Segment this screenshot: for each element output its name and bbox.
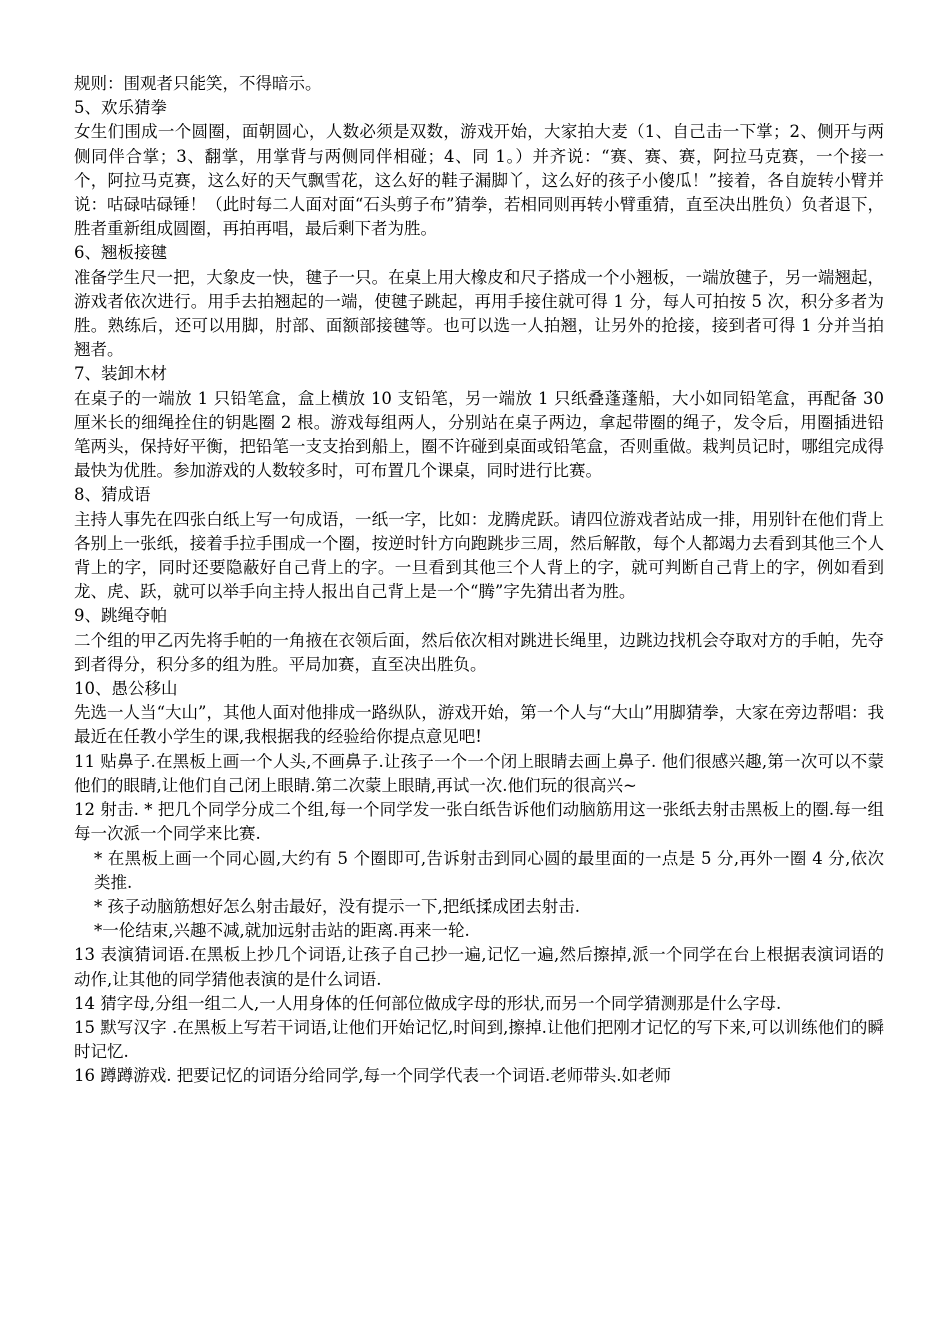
paragraph-9: 二个组的甲乙丙先将手帕的一角掖在衣领后面，然后依次相对跳进长绳里，边跳边找机会夺取对方的手帕，先夺到者得分，积分多的组为胜。平局加赛，直至决出胜负。 [74,630,884,674]
item-12-bullet-2: * 孩子动脑筋想好怎么射击最好，没有提示一下,把纸揉成团去射击. [94,896,580,916]
section-heading-6: 6、翘板接毽 [74,243,167,263]
section-heading-10: 10、愚公移山 [74,679,178,699]
paragraph-6: 准备学生尺一把，大象皮一快，毽子一只。在桌上用大橡皮和尺子搭成一个小翘板，一端放毽子，另一端翘起，游戏者依次进行。用手去拍翘起的一端，使毽子跳起，再用手接住就可得 1 分，每人可拍按 5 次，积分多者为胜。熟练后，还可以用脚，肘部、面额部接毽等。也可以选一人拍翘，让另外的抢接，接到者可得 1 分并当拍翘者。 [74,267,884,360]
paragraph-10: 先选一人当“大山”，其他人面对他排成一路纵队，游戏开始，第一个人与“大山”用脚猜拳，大家在旁边帮唱：我最近在任教小学生的课,我根据我的经验给你提点意见吧! [74,703,884,747]
section-heading-5: 5、欢乐猜拳 [74,98,167,118]
item-14-paragraph: 14 猜字母,分组一组二人,一人用身体的任何部位做成字母的形状,而另一个同学猜测那是什么字母. [74,993,782,1013]
item-12-bullet-1: * 在黑板上画一个同心圆,大约有 5 个圈即可,告诉射击到同心圆的最里面的一点是 5 分,再外一圈 4 分,依次类推. [94,848,884,892]
document-page [74,72,884,1089]
item-12-bullet-3: *一伦结束,兴趣不减,就加远射击站的距离.再来一轮. [94,921,470,941]
section-heading-7: 7、装卸木材 [74,364,167,384]
paragraph-5: 女生们围成一个圆圈，面朝圆心，人数必须是双数，游戏开始，大家拍大麦（1、自己击一下掌；2、侧开与两侧同伴合掌；3、翻掌，用掌背与两侧同伴相碰；4、同 1。）并齐说：“赛、赛、赛，阿拉马克赛，一个接一个，阿拉马克赛，这么好的天气飘雪花，这么好的鞋子漏脚丫，这么好的孩子小傻瓜！”接着，各自旋转小臂并说：咕碌咕碌锤！（此时每二人面对面“石头剪子布”猜拳，若相同则再转小臂重猜，直至决出胜负）负者退下，胜者重新组成圆圈，再拍再唱，最后剩下者为胜。 [74,122,884,239]
section-heading-9: 9、跳绳夺帕 [74,606,167,626]
item-12-paragraph: 12 射击. * 把几个同学分成二个组,每一个同学发一张白纸告诉他们动脑筋用这一张纸去射击黑板上的圈.每一组每一次派一个同学来比赛. [74,800,884,844]
paragraph-7: 在桌子的一端放 1 只铅笔盒，盒上横放 10 支铅笔，另一端放 1 只纸叠蓬蓬船，大小如同铅笔盒，再配备 30 厘米长的细绳拴住的钥匙圈 2 根。游戏每组两人，分别站在桌子两边，拿起带圈的绳子，发令后，用圈插进铅笔两头，保持好平衡，把铅笔一支支抬到船上，圈不许碰到桌面或铅笔盒，否则重做。栽判员记时，哪组完成得最快为优胜。参加游戏的人数较多时，可布置几个课桌，同时进行比赛。 [74,388,884,481]
paragraph-8: 主持人事先在四张白纸上写一句成语，一纸一字，比如：龙腾虎跃。请四位游戏者站成一排，用别针在他们背上各别上一张纸，接着手拉手围成一个圈，按逆时针方向跑跳步三周，然后解散，每个人都竭力去看到其他三个人背上的字，同时还要隐蔽好自己背上的字。一旦看到其他三个人背上的字，就可判断自己背上的字，例如看到龙、虎、跃，就可以举手向主持人报出自己背上是一个“腾”字先猜出者为胜。 [74,509,884,602]
item-11-paragraph: 11 贴鼻子.在黑板上画一个人头,不画鼻子.让孩子一个一个闭上眼睛去画上鼻子. 他们很感兴趣,第一次可以不蒙他们的眼睛,让他们自己闭上眼睛.第二次蒙上眼睛,再试一次.他们玩的很高兴~ [74,751,884,795]
section-heading-8: 8、猜成语 [74,485,151,505]
rule-paragraph: 规则：围观者只能笑，不得暗示。 [74,74,322,93]
item-15-paragraph: 15 默写汉字 .在黑板上写若干词语,让他们开始记忆,时间到,擦掉.让他们把刚才记忆的写下来,可以训练他们的瞬时记忆. [74,1017,884,1062]
item-16-paragraph: 16 蹲蹲游戏. 把要记忆的词语分给同学,每一个同学代表一个词语.老师带头.如老师 [74,1066,671,1086]
item-13-paragraph: 13 表演猜词语.在黑板上抄几个词语,让孩子自己抄一遍,记忆一遍,然后擦掉,派一个同学在台上根据表演词语的动作,让其他的同学猜他表演的是什么词语. [74,945,884,989]
